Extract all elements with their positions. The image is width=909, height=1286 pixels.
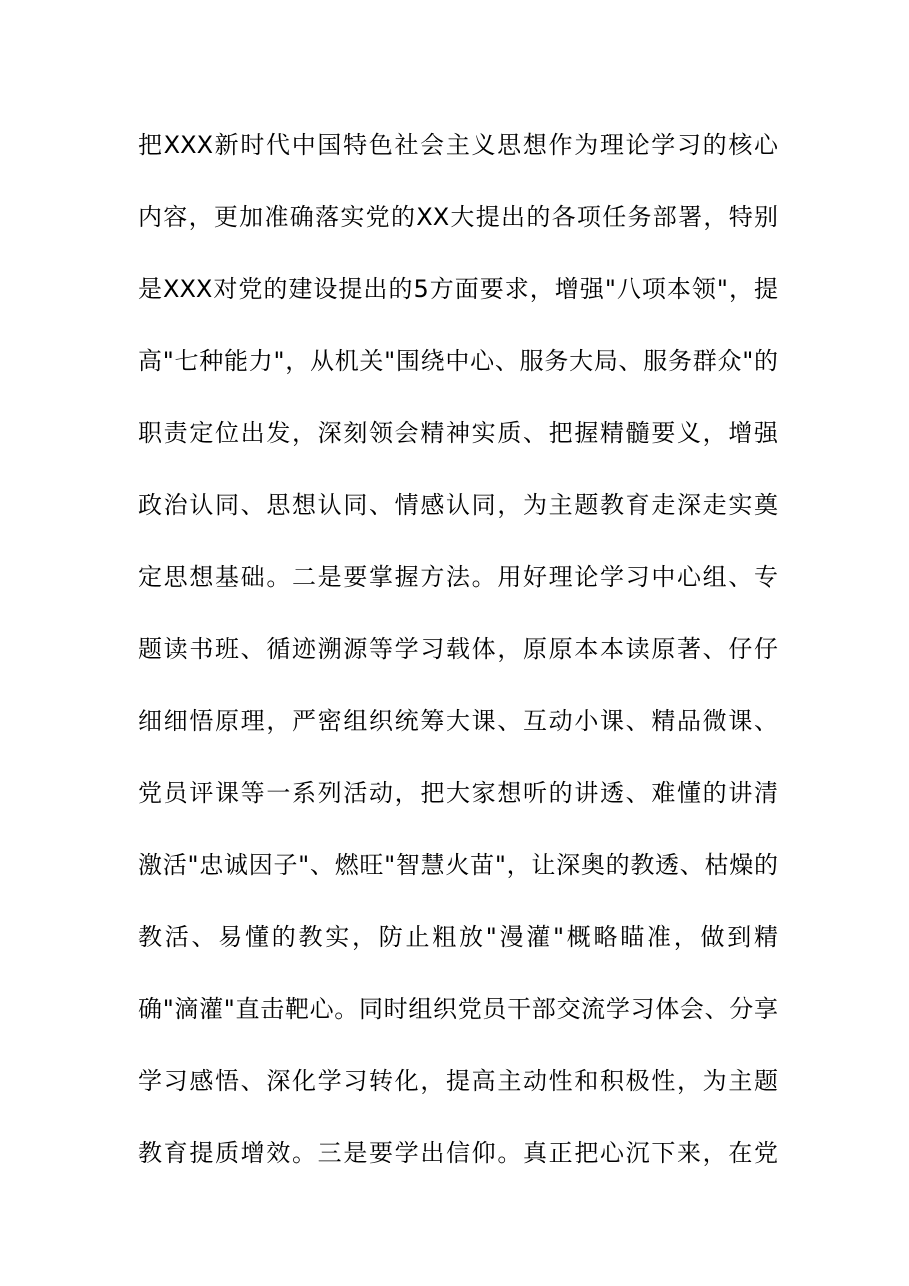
text-line: 教育提质增效。三是要学出信仰。真正把心沉下来，在党 [138, 1139, 778, 1167]
text-line: 教活、易懂的教实，防止粗放"漫灌"概略瞄准，做到精 [138, 923, 778, 951]
text-line: 内容，更加准确落实党的XX大提出的各项任务部署，特别 [138, 203, 778, 231]
text-line: 是XXX对党的建设提出的5方面要求，增强"八项本领"，提 [138, 275, 778, 303]
text-line: 把XXX新时代中国特色社会主义思想作为理论学习的核心 [138, 131, 778, 159]
text-line: 定思想基础。二是要掌握方法。用好理论学习中心组、专 [138, 563, 778, 591]
text-line: 细细悟原理，严密组织统筹大课、互动小课、精品微课、 [138, 707, 778, 735]
text-line: 激活"忠诚因子"、燃旺"智慧火苗"，让深奥的教透、枯燥的 [138, 851, 778, 879]
text-line: 职责定位出发，深刻领会精神实质、把握精髓要义，增强 [138, 419, 778, 447]
text-line: 党员评课等一系列活动，把大家想听的讲透、难懂的讲清 [138, 779, 778, 807]
text-line: 高"七种能力"，从机关"围绕中心、服务大局、服务群众"的 [138, 347, 778, 375]
text-line: 政治认同、思想认同、情感认同，为主题教育走深走实奠 [138, 491, 778, 519]
text-line: 确"滴灌"直击靶心。同时组织党员干部交流学习体会、分享 [138, 995, 778, 1023]
text-line: 题读书班、循迹溯源等学习载体，原原本本读原著、仔仔 [138, 635, 778, 663]
body-text [138, 117, 778, 1197]
text-line: 学习感悟、深化学习转化，提高主动性和积极性，为主题 [138, 1067, 778, 1095]
